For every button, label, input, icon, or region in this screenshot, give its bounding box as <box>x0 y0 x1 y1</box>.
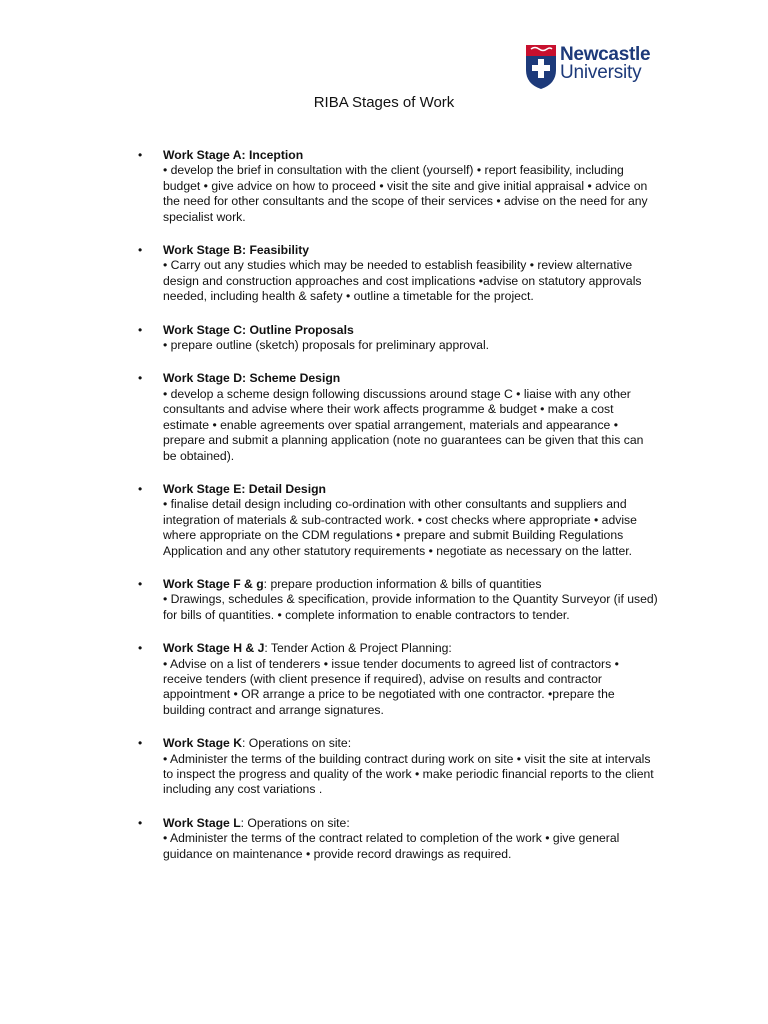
stage-h-j <box>138 641 658 718</box>
stage-heading: Work Stage H & J <box>163 641 265 656</box>
logo-word-university: University <box>560 62 642 83</box>
stage-heading: Work Stage K <box>163 736 243 751</box>
bullet-icon: • <box>138 736 143 751</box>
stage-heading: Work Stage C: Outline Proposals <box>163 322 354 337</box>
stage-heading: Work Stage B: Feasibility <box>163 243 310 258</box>
stage-c <box>138 323 658 354</box>
bullet-icon: • <box>138 815 143 830</box>
stage-description: • prepare outline (sketch) proposals for preliminary approval. <box>163 338 490 353</box>
stage-heading-suffix: : Operations on site: <box>240 815 350 830</box>
stage-l <box>138 816 658 862</box>
page-title: RIBA Stages of Work <box>313 94 455 111</box>
bullet-icon: • <box>138 322 143 337</box>
bullet-icon: • <box>138 641 143 656</box>
stage-a <box>138 148 658 225</box>
work-stages-list <box>138 148 658 862</box>
stage-description: • develop the brief in consultation with the client (yourself) • report feasibility, including budget • give advice on how to proceed • visit the site and give initial appraisal • advice on the need for other consultants and the scope of their services • advise on the need for any specialist work. <box>163 163 648 224</box>
stage-description: • finalise detail design including co-ordination with other consultants and suppliers and integration of materials & sub-contracted work. • cost checks where appropriate • advise where appropriate on the CDM regulations • prepare and submit Building Regulations Application and any other statutory requirements • negotiate as necessary on the latter. <box>163 497 637 558</box>
university-shield-icon <box>525 44 557 90</box>
stage-heading: Work Stage E: Detail Design <box>163 481 326 496</box>
stage-k <box>138 736 658 798</box>
stage-d <box>138 371 658 463</box>
newcastle-university-logo <box>525 44 655 94</box>
bullet-icon: • <box>138 148 143 162</box>
stage-heading-suffix: : Tender Action & Project Planning: <box>264 641 452 656</box>
stage-f-g <box>138 577 658 623</box>
stage-description: • Advise on a list of tenderers • issue tender documents to agreed list of contractors • receive tenders (with client presence if required), advise on results and contractor appointment • OR arrange a price to be negotiated with one contractor. •prepare the building contract and arrange signatures. <box>163 656 619 717</box>
bullet-icon: • <box>138 371 143 386</box>
stage-description: • Carry out any studies which may be needed to establish feasibility • review alternative design and construction approaches and cost implications •advise on statutory approvals needed, including health & safety • outline a timetable for the project. <box>163 258 642 304</box>
stage-heading: Work Stage A: Inception <box>163 148 304 162</box>
bullet-icon: • <box>138 243 143 258</box>
stage-heading: Work Stage F & g <box>163 576 264 591</box>
stage-description: • Administer the terms of the contract related to completion of the work • give general guidance on maintenance • provide record drawings as required. <box>163 831 620 861</box>
stage-heading: Work Stage D: Scheme Design <box>163 371 341 386</box>
stage-heading-suffix: : prepare production information & bills of quantities <box>263 576 542 591</box>
bullet-icon: • <box>138 481 143 496</box>
stage-description: • Administer the terms of the building contract during work on site • visit the site at intervals to inspect the progress and quality of the work • make periodic financial reports to the client including any cost variations . <box>163 751 654 797</box>
logo-word-newcastle: Newcastle <box>560 44 651 65</box>
stage-description: • Drawings, schedules & specification, provide information to the Quantity Surveyor (if used) for bills of quantities. • complete information to enable contractors to tender. <box>163 592 658 622</box>
stage-description: • develop a scheme design following discussions around stage C • liaise with any other consultants and advise where their work affects programme & budget • make a cost estimate • enable agreements over spatial arrangement, materials and appearance • prepare and submit a planning application (note no guarantees can be given that this can be obtained). <box>163 386 644 463</box>
stage-e <box>138 482 658 559</box>
stage-heading-suffix: : Operations on site: <box>242 736 352 751</box>
stage-b <box>138 243 658 305</box>
bullet-icon: • <box>138 576 143 591</box>
stage-heading: Work Stage L <box>163 815 241 830</box>
